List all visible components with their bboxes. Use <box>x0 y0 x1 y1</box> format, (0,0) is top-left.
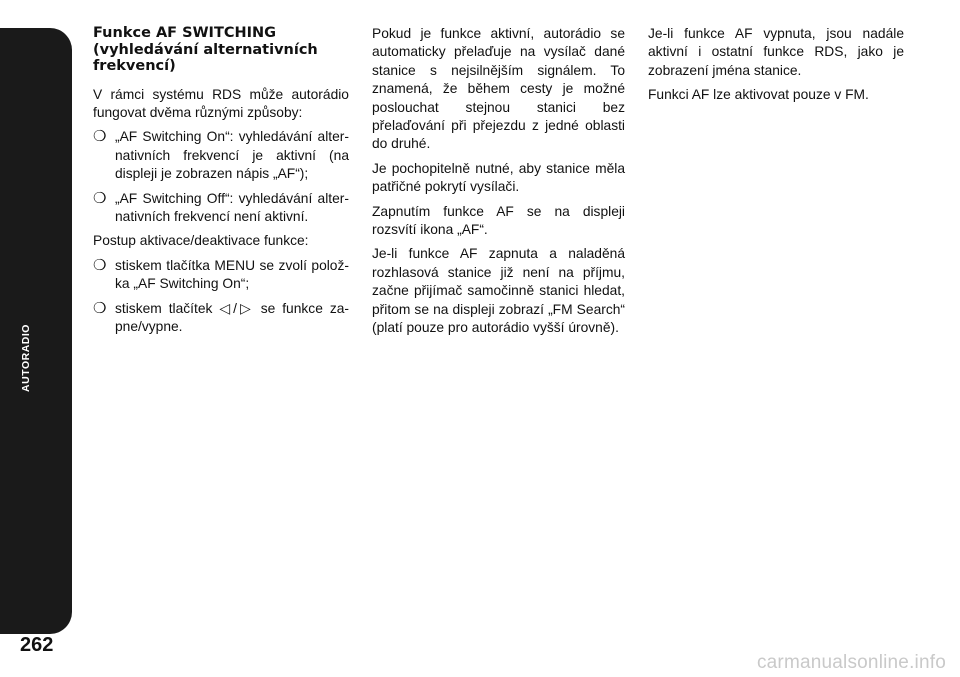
list-item-text: stiskem tlačítek ◁/▷ se funkce zapne/vypne. <box>115 300 349 334</box>
column-2 <box>372 25 625 344</box>
list-item-text: stiskem tlačítka MENU se zvolí položka „AF Switching On“; <box>115 257 349 292</box>
list-item <box>93 257 349 294</box>
page-number: 262 <box>20 634 54 656</box>
list-item <box>93 300 349 337</box>
paragraph: Je-li funkce AF zapnuta a naladěná rozhlasová stanice již není na příjmu, začne přijímač samočinně stanici hledat, přitom se na displeji zobrazí „FM Search“ (platí pouze pro autorádio vyšší úrovně). <box>372 246 625 336</box>
circle-bullet-icon: ❍ <box>93 256 107 274</box>
list-item <box>93 128 349 183</box>
paragraph: Je-li funkce AF vypnuta, jsou nadále aktivní i ostatní funkce RDS, jako je zobrazení jména stanice. <box>648 26 904 78</box>
paragraph: Funkci AF lze aktivovat pouze v FM. <box>648 87 869 103</box>
section-heading: Funkce AF SWITCHING (vyhledávání alternativních frekvencí) <box>93 25 318 74</box>
column-1 <box>93 25 349 342</box>
section-label: AUTORADIO <box>20 324 32 392</box>
intro-paragraph: V rámci systému RDS může autorádio fungovat dvěma různými způsoby: <box>93 86 349 120</box>
watermark-url: carmanualsonline.info <box>756 652 946 673</box>
paragraph: Je pochopitelně nutné, aby stanice měla patřičné pokrytí vysílači. <box>372 160 625 195</box>
paragraph: Zapnutím funkce AF se na displeji rozsvítí ikona „AF“. <box>372 203 625 238</box>
list-item-text: „AF Switching Off“: vyhledávání alternativních frekvencí není aktivní. <box>115 190 349 224</box>
circle-bullet-icon: ❍ <box>93 128 107 146</box>
procedure-paragraph: Postup aktivace/deaktivace funkce: <box>93 233 309 249</box>
circle-bullet-icon: ❍ <box>93 189 107 207</box>
list-item <box>93 190 349 227</box>
circle-bullet-icon: ❍ <box>93 299 107 317</box>
list-item-text: „AF Switching On“: vyhledávání alternativních frekvencí je aktivní (na displeji je zobrazen nápis „AF“); <box>115 129 349 182</box>
paragraph: Pokud je funkce aktivní, autorádio se automaticky přelaďuje na vysílač dané stanice s nejsilnějším signálem. To znamená, že během cesty je možné poslouchat stejnou stanici bez přelaďování při přejezdu z jedné oblasti do druhé. <box>372 26 625 152</box>
section-sidebar <box>0 28 72 634</box>
column-3 <box>648 25 904 111</box>
